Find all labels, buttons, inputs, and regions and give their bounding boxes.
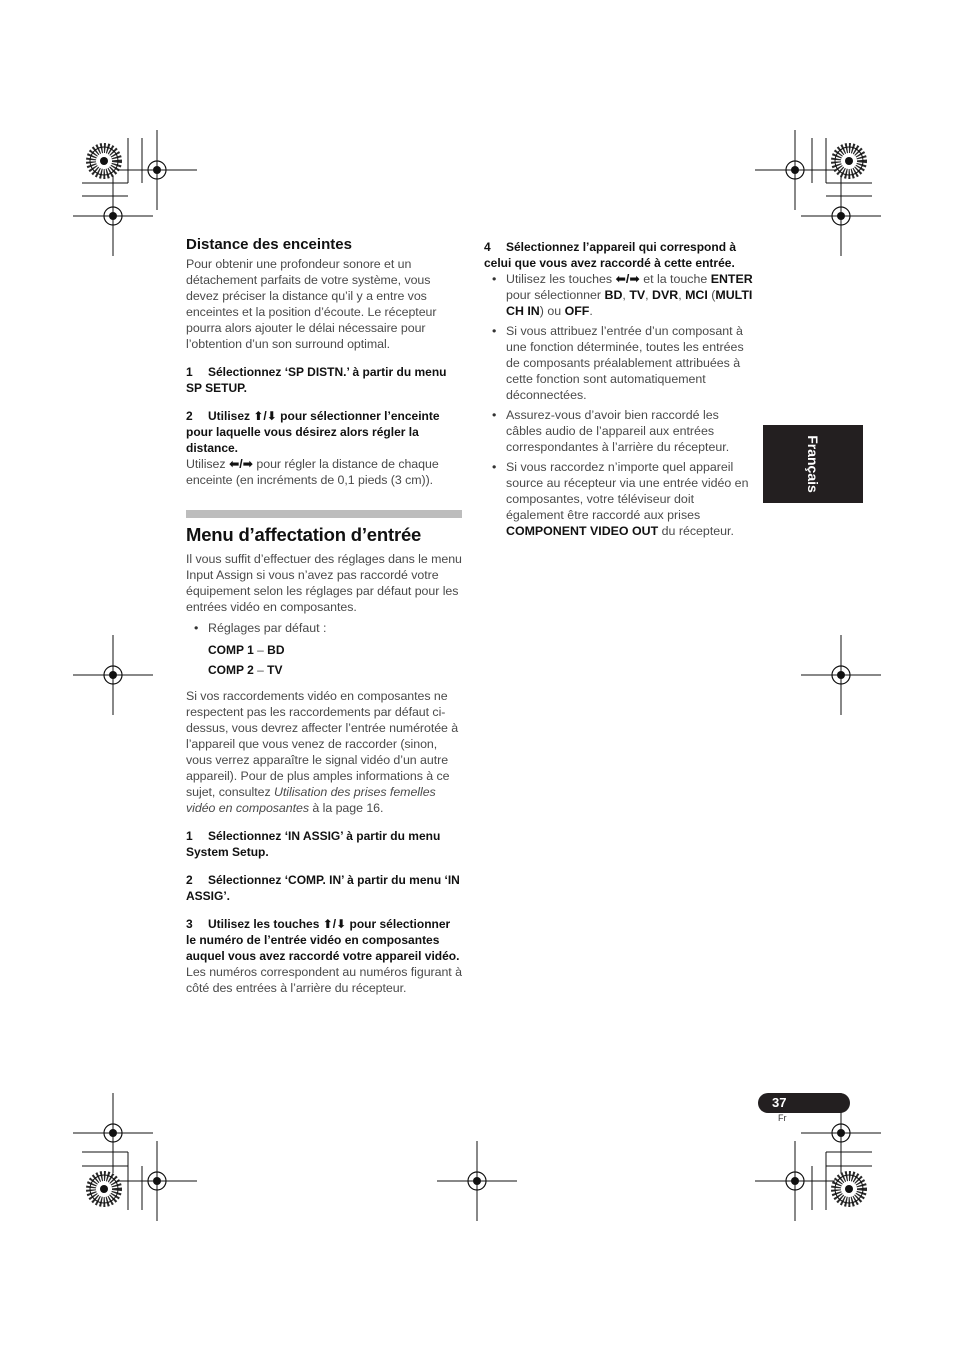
list-item: • Utilisez les touches ⬅/➡ et la touche ENTER pour sélectionner BD, TV, DVR, MCI (MULTI CH IN) ou OFF. [484,271,754,319]
distance-step-1: 1 Sélectionnez ‘SP DISTN.’ à partir du menu SP SETUP. [186,365,447,395]
up-down-arrow-icon: ⬆/⬇ [253,409,277,423]
input-step-3-text: Les numéros correspondent au numéros figurant à côté des entrées à l’arrière du récepteur. [186,965,462,995]
input-assign-intro: Il vous suffit d’effectuer des réglages dans le menu Input Assign si vous n’avez pas raccordé votre équipement selon les réglages par défaut pour les entrées vidéo en composantes. [186,552,462,614]
cross-reference: Utilisation des prises femelles vidéo en composantes [186,785,436,815]
default-settings-list [186,620,462,636]
left-column [186,237,462,996]
list-item: • Assurez-vous d’avoir bien raccordé les câbles audio de l’appareil aux entrées correspondantes à l’arrière du récepteur. [484,407,754,455]
up-down-arrow-icon: ⬆/⬇ [322,917,347,931]
input-assign-para: Si vos raccordements vidéo en composantes ne respectent pas les raccordements par défaut ci-dessus, vous devrez affecter l’entrée numérotée à l’appareil que vous venez de raccorder (sinon, vous verrez apparaître le signal vidéo d’un autre appareil). Pour de plus amples informations à ce sujet, consultez Utilisation des prises femelles vidéo en composantes à la page 16. [186,689,459,815]
default-comp1: COMP 1 – BD [208,643,285,657]
language-label: Français [805,435,821,493]
default-comp2: COMP 2 – TV [208,663,283,677]
right-column [484,239,754,543]
page-language-code: Fr [778,1113,787,1123]
section-input-assign-title: Menu d’affectation d’entrée [186,524,422,545]
step-4-notes [484,271,754,539]
default-settings-values [186,640,462,680]
language-tab [763,425,863,503]
section-distance-intro: Pour obtenir une profondeur sonore et un détachement parfaits de votre système, vous devez préciser la distance qu’il y a entre vos enceintes et la position d’écoute. Le récepteur pourra alors ajouter le délai nécessaire pour l’obtention d’un son surround optimal. [186,257,437,351]
list-item: • Si vous attribuez l’entrée d’un composant à une fonction déterminée, toutes les entrées de composants préalablement attribuées à cette fonction sont automatiquement déconnectées. [484,323,754,403]
input-step-1: 1 Sélectionnez ‘IN ASSIG’ à partir du menu System Setup. [186,829,441,859]
section-divider-bar [186,510,462,518]
input-step-2: 2 Sélectionnez ‘COMP. IN’ à partir du menu ‘IN ASSIG’. [186,873,460,903]
input-step-4: 4 Sélectionnez l’appareil qui correspond à celui que vous avez raccordé à cette entrée. [484,240,737,270]
left-right-arrow-icon: ⬅/➡ [615,272,640,286]
page-number: 37 [772,1095,787,1110]
distance-step-2-text: Utilisez ⬅/➡ pour régler la distance de chaque enceinte (en incréments de 0,1 pieds (3 cm)). [186,457,439,487]
list-item: • Réglages par défaut : [186,620,462,636]
distance-step-2: 2 Utilisez ⬆/⬇ pour sélectionner l’enceinte pour laquelle vous désirez alors régler la distance. [186,409,440,455]
section-distance-title: Distance des enceintes [186,236,352,253]
input-step-3: 3 Utilisez les touches ⬆/⬇ pour sélectionner le numéro de l’entrée vidéo en composantes auquel vous avez raccordé votre appareil vidéo. [186,917,460,963]
list-item: • Si vous raccordez n’importe quel appareil source au récepteur via une entrée vidéo en composantes, votre téléviseur doit également être raccordé aux prises COMPONENT VIDEO OUT du récepteur. [484,459,754,539]
left-right-arrow-icon: ⬅/➡ [228,457,253,471]
page-number-badge [758,1093,850,1113]
